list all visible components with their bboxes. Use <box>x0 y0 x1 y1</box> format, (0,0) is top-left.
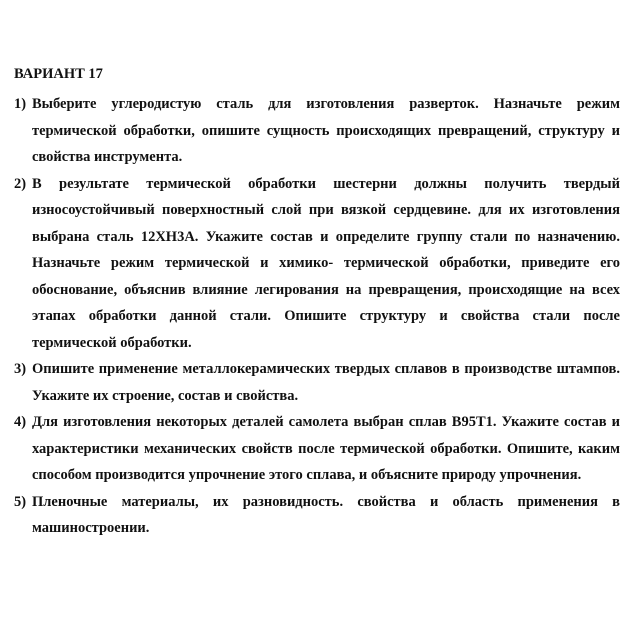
task-number: 1) <box>14 96 27 112</box>
task-item-4 <box>14 409 620 489</box>
task-number: 2) <box>14 175 27 192</box>
task-text: Опишите применение металлокерамических твердых сплавов в производстве штампов. Укажите их строение, состав и свойства. <box>32 361 620 404</box>
variant-title: ВАРИАНТ 17 <box>14 66 103 82</box>
assignment-page <box>14 64 620 542</box>
task-number: 4) <box>14 414 27 430</box>
task-number: 3) <box>14 361 27 377</box>
task-item-3 <box>14 356 620 409</box>
task-text: Для изготовления некоторых деталей самолета выбран сплав В95Т1. Укажите состав и характеристики механических свойств после термической обработки. Опишите, каким способом производится упрочнение этого сплава, и объясните природу упрочнения. <box>32 414 620 483</box>
task-text: В результате термической обработки шестерни должны получить твердый износоустойчивый поверхностный слой при вязкой сердцевине. для их изготовления выбрана сталь 12ХН3А. Укажите состав и определите группу стали по назначению. Назначьте режим термической и химико- термической обработки, приведите его обоснование, объяснив влияние легирования на превращения, происходящие на всех этапах обработки данной стали. Опишите структуру и свойства стали после термической обработки. <box>32 175 620 351</box>
task-list <box>14 91 620 542</box>
task-text: Выберите углеродистую сталь для изготовления разверток. Назначьте режим термической обработки, опишите сущность происходящих превращений, структуру и свойства инструмента. <box>32 96 620 165</box>
task-item-1 <box>14 91 620 171</box>
task-item-2 <box>14 171 620 357</box>
task-text: Пленочные материалы, их разновидность. свойства и область применения в машиностроении. <box>32 493 620 536</box>
task-item-5 <box>14 489 620 542</box>
task-number: 5) <box>14 493 27 510</box>
